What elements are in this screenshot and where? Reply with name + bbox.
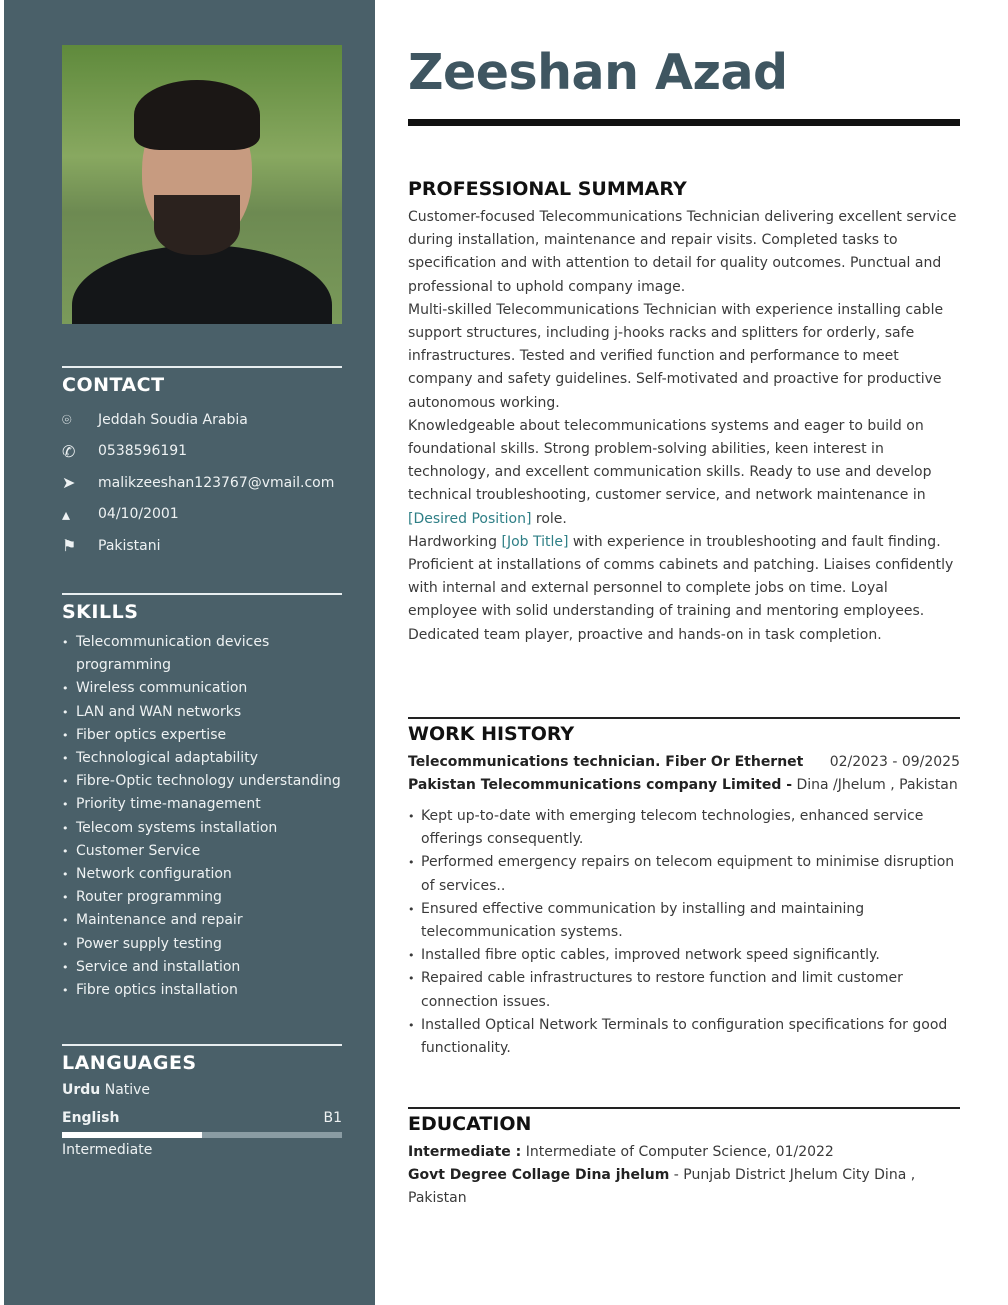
contact-location (62, 404, 342, 436)
text: with experience in troubleshooting and fault finding. Proficient at installations of comms cabinets and patching. Liaises confidently with internal and external personnel to complete jobs on time. Loyal employee with solid understanding of training and mentoring employees. Dedicated team player, proactive and hands-on in task completion. (408, 533, 954, 643)
degree-detail: Intermediate of Computer Science, 01/2022 (521, 1144, 834, 1160)
placeholder-desired-position: [Desired Position] (408, 510, 532, 527)
section-heading: CONTACT (62, 374, 165, 396)
job-bullet: • Performed emergency repairs on telecom equipment to minimise disruption of services.. (408, 851, 960, 897)
language-progress-bar (62, 1132, 342, 1138)
text: Hardworking (408, 533, 502, 550)
skill-item: • Fiber optics expertise (62, 724, 342, 747)
text: Knowledgeable about telecommunications systems and eager to build on foundational skills. Strong problem-solving abilities, keen interest in technology, and excellent communication skills. Ready to use and develop technical troubleshooting, customer service, and network maintenance in (408, 417, 932, 504)
skill-item: • Fibre-Optic technology understanding (62, 770, 342, 793)
sidebar (4, 0, 375, 1305)
language-english (62, 1110, 342, 1126)
placeholder-job-title: [Job Title] (501, 533, 569, 550)
skill-item: • Router programming (62, 886, 342, 909)
job-location: Dina /Jhelum , Pakistan (792, 777, 958, 793)
contact-text[interactable]: malikzeeshan123767@vmail.com (98, 474, 335, 491)
birthday-cake-icon: ▴ (62, 504, 71, 524)
company-name: Pakistan Telecommunications company Limited - (408, 777, 793, 793)
summary-paragraph (408, 531, 960, 647)
skill-item: • Technological adaptability (62, 747, 342, 770)
language-name: Urdu (62, 1082, 101, 1098)
contact-phone (62, 436, 342, 468)
summary-section (408, 178, 960, 647)
summary-paragraph: Customer-focused Telecommunications Technician delivering excellent service during installation, maintenance and repair visits. Completed tasks to specification and with attention to detail for quality outcomes. Punctual and professional to uphold company image. (408, 209, 957, 295)
job-dates: 02/2023 - 09/2025 (829, 754, 960, 770)
location-pin-icon: ⌾ (62, 409, 72, 429)
job-header (408, 751, 960, 774)
job-bullet: • Ensured effective communication by installing and maintaining telecommunication systems. (408, 898, 960, 944)
skill-item: • Fibre optics installation (62, 979, 342, 1002)
school: Govt Degree Collage Dina jhelum (408, 1167, 670, 1183)
skill-item: • Customer Service (62, 840, 342, 863)
profile-photo (62, 45, 342, 324)
contact-section (62, 366, 342, 562)
skills-list (62, 631, 342, 1002)
candidate-name: Zeeshan Azad (408, 44, 788, 101)
contact-text: 04/10/2001 (98, 506, 179, 523)
section-heading: EDUCATION (408, 1113, 532, 1135)
language-urdu (62, 1082, 342, 1098)
phone-icon: ✆ (62, 441, 76, 461)
text: role. (531, 510, 567, 527)
divider (62, 366, 342, 368)
flag-icon: ⚑ (62, 536, 77, 556)
skill-item: • Telecom systems installation (62, 817, 342, 840)
skill-item: • Telecommunication devices programming (62, 631, 342, 677)
progress-fill (62, 1132, 202, 1138)
section-heading: WORK HISTORY (408, 723, 575, 745)
skills-section (62, 593, 342, 1002)
divider (62, 1044, 342, 1046)
contact-text: Jeddah Soudia Arabia (98, 411, 248, 428)
job-bullet: • Installed Optical Network Terminals to configuration specifications for good functionality. (408, 1014, 960, 1060)
languages-section (62, 1044, 342, 1158)
skill-item: • Service and installation (62, 956, 342, 979)
job-bullets (408, 805, 960, 1060)
contact-birthdate (62, 499, 342, 531)
job-title: Telecommunications technician. Fiber Or Ethernet (408, 754, 804, 770)
degree: Intermediate : (408, 1144, 522, 1160)
skill-item: • Priority time-management (62, 793, 342, 816)
contact-text: Pakistani (98, 537, 161, 554)
summary-paragraph (408, 415, 960, 531)
language-code: B1 (323, 1110, 342, 1126)
skill-item: • Maintenance and repair (62, 909, 342, 932)
divider (408, 717, 960, 719)
work-history-section (408, 717, 960, 1060)
section-heading: SKILLS (62, 601, 139, 623)
job-company (408, 774, 960, 797)
section-heading: LANGUAGES (62, 1052, 197, 1074)
contact-nationality (62, 530, 342, 562)
language-level: Native (104, 1082, 151, 1098)
contact-email[interactable] (62, 467, 342, 499)
education-section (408, 1107, 960, 1210)
language-level: Intermediate (62, 1142, 153, 1158)
divider (408, 1107, 960, 1109)
school-location: - Punjab District Jhelum City Dina , Pakistan (408, 1167, 916, 1206)
skill-item: • Wireless communication (62, 677, 342, 700)
contact-text: 0538596191 (98, 443, 188, 460)
education-line (408, 1141, 960, 1164)
paper-plane-icon: ➤ (62, 473, 76, 493)
education-line (408, 1164, 960, 1210)
job-bullet: • Kept up-to-date with emerging telecom technologies, enhanced service offerings consequently. (408, 805, 960, 851)
skill-item: • Power supply testing (62, 933, 342, 956)
job-bullet: • Installed fibre optic cables, improved network speed significantly. (408, 944, 960, 967)
divider (62, 593, 342, 595)
skill-item: • LAN and WAN networks (62, 701, 342, 724)
name-underline (408, 119, 960, 126)
summary-paragraph: Multi-skilled Telecommunications Technician with experience installing cable support structures, including j-hooks racks and splitters for orderly, safe infrastructures. Tested and verified function and performance to meet company and safety guidelines. Self-motivated and proactive for productive autonomous working. (408, 301, 944, 411)
section-heading: PROFESSIONAL SUMMARY (408, 178, 687, 200)
language-name: English (62, 1110, 120, 1126)
skill-item: • Network configuration (62, 863, 342, 886)
job-bullet: • Repaired cable infrastructures to restore function and limit customer connection issues. (408, 967, 960, 1013)
